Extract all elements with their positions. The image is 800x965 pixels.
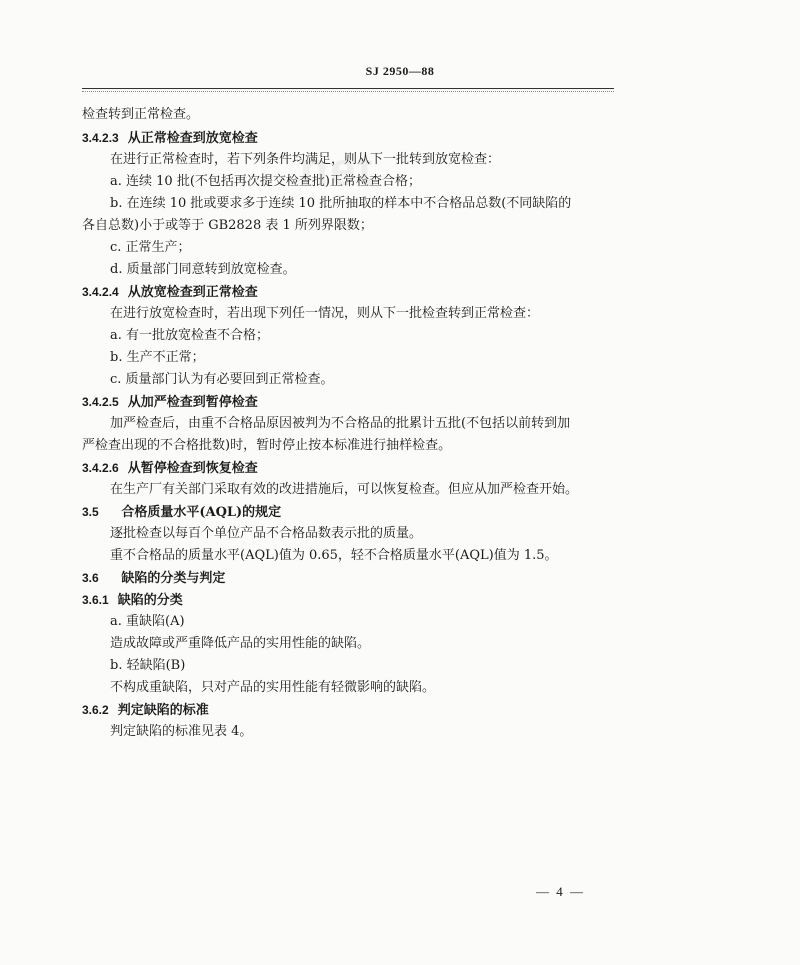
paragraph-line: 检查转到正常检查。: [82, 107, 200, 122]
list-item: d. 质量部门同意转到放宽检查。: [110, 262, 296, 277]
page-header: SJ 2950—88: [365, 64, 435, 78]
paragraph-line: 重不合格品的质量水平(AQL)值为 0.65，轻不合格质量水平(AQL)值为 1.5。: [110, 548, 558, 563]
list-item: c. 质量部门认为有必要回到正常检查。: [110, 372, 334, 387]
section-title: 从正常检查到放宽检查: [127, 131, 258, 146]
section-number: 3.4.2.6: [82, 461, 119, 475]
section-number: 3.5: [82, 505, 99, 519]
paragraph-line: 判定缺陷的标准见表 4。: [110, 724, 253, 739]
paragraph-line: 不构成重缺陷，只对产品的实用性能有轻微影响的缺陷。: [110, 680, 436, 695]
section-heading-3-4-2-3: [82, 130, 258, 146]
page-number: — 4 —: [536, 884, 585, 899]
paragraph-line: 造成故障或严重降低产品的实用性能的缺陷。: [110, 636, 371, 651]
list-item: b. 在连续 10 批或要求多于连续 10 批所抽取的样本中不合格品总数(不同缺陷的: [110, 196, 572, 211]
section-heading-3-6-1: [82, 592, 183, 608]
paragraph-line: 在生产厂有关部门采取有效的改进措施后，可以恢复检查。但应从加严检查开始。: [110, 482, 579, 497]
paragraph-line: 在进行正常检查时，若下列条件均满足，则从下一批转到放宽检查：: [110, 152, 501, 167]
section-heading-3-5: [82, 504, 281, 520]
section-number: 3.4.2.3: [82, 131, 119, 145]
watermark: net: [300, 143, 375, 195]
section-title: 判定缺陷的标准: [117, 703, 209, 718]
list-item: a. 连续 10 批(不包括再次提交检查批)正常检查合格；: [110, 174, 421, 189]
section-title: 从暂停检查到恢复检查: [127, 461, 258, 476]
list-item: b. 轻缺陷(B): [110, 658, 186, 673]
paragraph-line: 在进行放宽检查时，若出现下列任一情况，则从下一批检查转到正常检查：: [110, 306, 540, 321]
section-heading-3-6: [82, 570, 225, 586]
section-number: 3.4.2.5: [82, 395, 119, 409]
paragraph-line: 逐批检查以每百个单位产品不合格品数表示批的质量。: [110, 526, 423, 541]
list-item: c. 正常生产；: [110, 240, 191, 255]
list-item: a. 有一批放宽检查不合格；: [110, 328, 270, 343]
paragraph-line: 加严检查后，由重不合格品原因被判为不合格品的批累计五批(不包括以前转到加: [110, 416, 571, 431]
section-heading-3-4-2-5: [82, 394, 258, 410]
paragraph-line: 各自总数)小于或等于 GB2828 表 1 所列界限数；: [82, 218, 373, 233]
paragraph-line: 严检查出现的不合格批数)时，暂时停止按本标准进行抽样检查。: [82, 438, 452, 453]
section-number: 3.6.2: [82, 703, 109, 717]
section-number: 3.6.1: [82, 593, 109, 607]
list-item: b. 生产不正常；: [110, 350, 205, 365]
section-heading-3-4-2-6: [82, 460, 258, 476]
section-heading-3-4-2-4: [82, 284, 258, 300]
section-number: 3.4.2.4: [82, 285, 119, 299]
section-title: 合格质量水平(AQL)的规定: [121, 505, 282, 520]
section-title: 缺陷的分类与判定: [121, 571, 226, 586]
section-heading-3-6-2: [82, 702, 209, 718]
list-item: a. 重缺陷(A): [110, 614, 185, 629]
section-title: 从放宽检查到正常检查: [127, 285, 258, 300]
section-title: 缺陷的分类: [117, 593, 183, 608]
section-number: 3.6: [82, 571, 99, 585]
section-title: 从加严检查到暂停检查: [127, 395, 258, 410]
